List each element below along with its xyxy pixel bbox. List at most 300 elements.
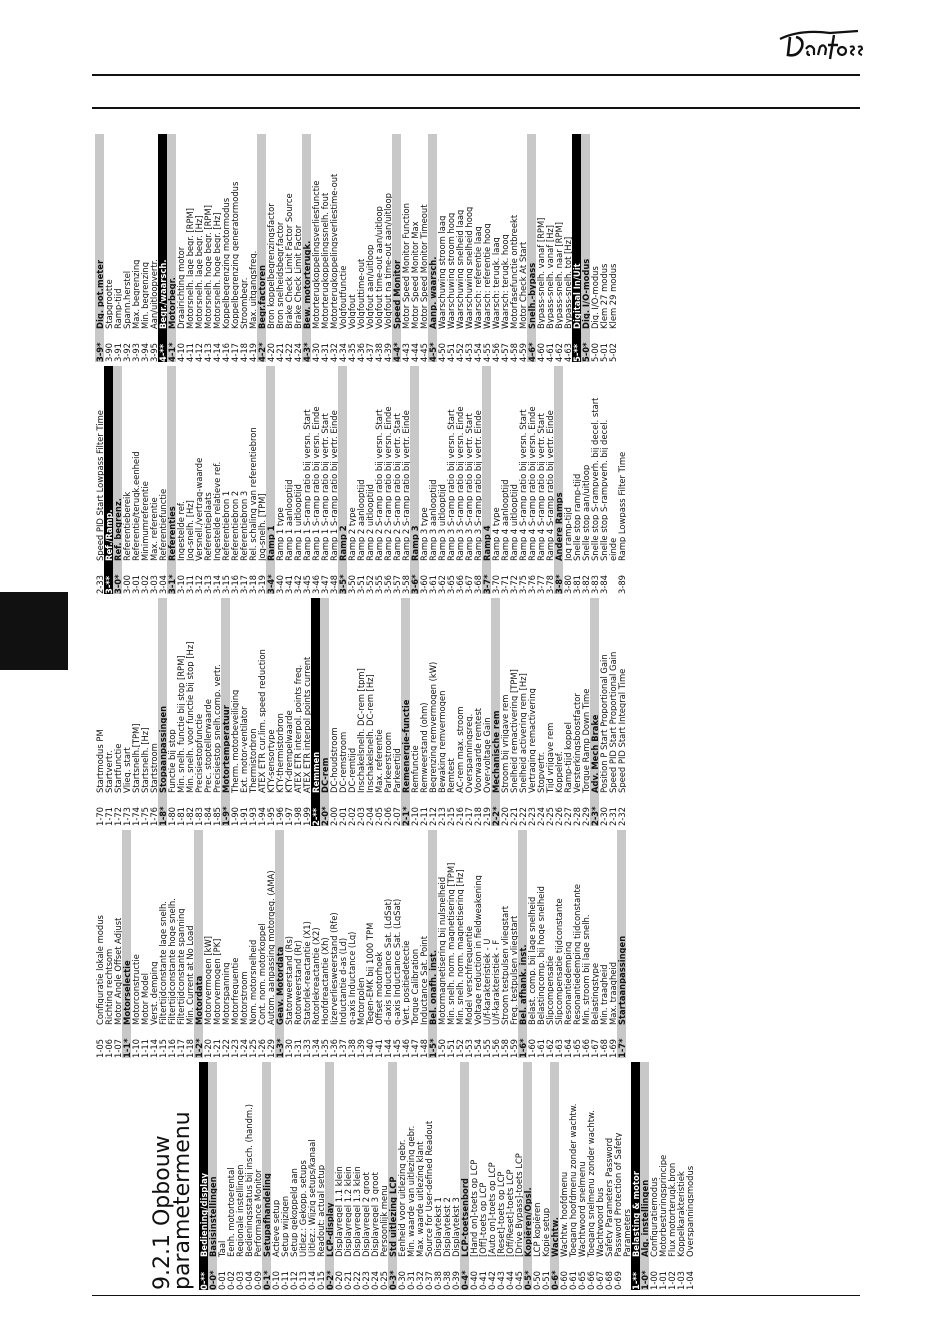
parameter-name: Rotorlekreactantie (X2): [311, 927, 320, 1025]
parameter-row: [464, 598, 473, 826]
parameter-code: 1-47: [410, 1038, 419, 1058]
parameter-group-major: [631, 1062, 640, 1290]
parameter-row: [415, 1062, 424, 1290]
parameter-name: Referentiebron 2: [230, 490, 239, 561]
parameter-row: [203, 366, 212, 594]
parameter-code: 0-14: [307, 1270, 316, 1290]
parameter-name: Startmodus PM: [95, 729, 104, 793]
parameter-code: 2-03: [356, 806, 365, 826]
parameter-name: Ramp Lowpass Filter Time: [617, 451, 626, 561]
parameter-row: [437, 366, 446, 594]
parameter-code: 0-61: [568, 1270, 577, 1290]
parameter-name: Ramp 4 S-ramp ratio bij vertr. Einde: [545, 410, 554, 561]
parameter-row: [590, 134, 599, 362]
parameter-code: 3-90: [104, 342, 113, 362]
parameter-row: [572, 598, 581, 826]
parameter-row: [244, 1062, 253, 1290]
parameter-code: 0-68: [604, 1270, 613, 1290]
parameter-name: DC-remtijd: [347, 747, 356, 793]
parameter-name: Cont. nom. motorkoppel: [257, 923, 266, 1025]
parameter-name: Torque Calibration: [410, 948, 419, 1025]
parameter-row: [347, 830, 356, 1058]
parameter-row: [239, 598, 248, 826]
parameter-row: [599, 598, 608, 826]
parameter-row: [514, 1062, 523, 1290]
parameter-row: [608, 366, 617, 594]
parameter-name: Offset motorhoek: [374, 951, 383, 1025]
parameter-row: [532, 1062, 541, 1290]
parameter-row: [464, 830, 473, 1058]
parameter-code: 3-78: [545, 574, 554, 594]
parameter-name: Snelle stop S-rampverh. bij decel. start: [590, 397, 599, 561]
parameter-name: Startfunctie: [113, 743, 122, 793]
parameter-code: 3-52: [365, 574, 374, 594]
parameter-name: Waarschuwing snelheid laag: [455, 209, 464, 329]
parameter-row: [446, 366, 455, 594]
parameter-name: Setup gekoppeld aan: [289, 1168, 298, 1257]
parameter-row: [334, 1062, 343, 1290]
parameter-row: [149, 830, 158, 1058]
parameter-code: 2-17: [464, 806, 473, 826]
parameter-row: [320, 134, 329, 362]
parameter-group: [410, 366, 419, 594]
parameter-code: 1-90: [230, 806, 239, 826]
parameter-row: [140, 134, 149, 362]
parameter-name: Functie bij stop: [167, 729, 176, 793]
parameter-code: 0-11: [280, 1270, 289, 1290]
parameter-code: 1-80: [167, 806, 176, 826]
parameter-code: 2-04: [365, 806, 374, 826]
parameter-code: 2-13: [437, 806, 446, 826]
parameter-name: Speed PID Start Lowpass Filter Time: [95, 410, 104, 561]
parameter-row: [383, 598, 392, 826]
parameter-name: Ref. begrenz.: [113, 498, 122, 561]
parameter-name: Filtertijdconstante spanning: [176, 908, 185, 1025]
parameter-name: Dig. I/O-modus: [581, 258, 590, 329]
parameter-code: 0-4*: [460, 1270, 469, 1290]
parameter-name: d-axis Inductance Sat. (LdSat): [383, 898, 392, 1025]
parameter-row: [131, 366, 140, 594]
parameter-row: [554, 830, 563, 1058]
parameter-code: 2-02: [347, 806, 356, 826]
parameter-code: 1-82: [185, 806, 194, 826]
parameter-code: 4-11: [185, 342, 194, 362]
parameter-name: Belastingstype: [590, 962, 599, 1025]
parameter-row: [275, 598, 284, 826]
parameter-code: 1-53: [464, 1038, 473, 1058]
parameter-name: Displayregel 1.1 klein: [334, 1166, 343, 1257]
parameter-name: [Hand on]-toets op LCP: [469, 1159, 478, 1257]
parameter-name: Uitlez.: Wijzig setups/kanaal: [307, 1139, 316, 1257]
parameter-code: 0-65: [577, 1270, 586, 1290]
parameter-code: 4-56: [491, 342, 500, 362]
parameter-name: Configuratiemodus: [649, 1177, 658, 1257]
parameter-name: Ramp 1 uitlooptijd: [293, 484, 302, 561]
parameter-code: 1-3*: [275, 1038, 284, 1058]
parameter-row: [302, 830, 311, 1058]
parameter-row: [293, 366, 302, 594]
parameter-name: Snelh.-bypass: [527, 262, 536, 329]
parameter-group: [113, 366, 122, 594]
parameter-row: [491, 366, 500, 594]
parameter-name: Motorbegr.: [167, 277, 176, 329]
parameter-code: 0-69: [613, 1270, 622, 1290]
parameter-name: Ramp 2 S-ramp ratio bij vertr. Start: [392, 413, 401, 561]
parameter-code: 1-39: [356, 1038, 365, 1058]
parameter-code: 1-1*: [122, 1038, 131, 1058]
parameter-row: [446, 134, 455, 362]
parameter-group: [320, 598, 329, 826]
parameter-name: Inschakelsnelh. DC-rem [Hz]: [365, 674, 374, 793]
parameter-group-major: [199, 1062, 208, 1290]
parameter-name: Belasting & motor: [631, 1171, 640, 1257]
parameter-code: 3-70: [491, 574, 500, 594]
parameter-row: [212, 134, 221, 362]
parameter-code: 4-62: [554, 342, 563, 362]
parameter-code: 3-75: [518, 574, 527, 594]
parameter-name: Max. referentie: [149, 497, 158, 561]
parameter-name: Stopvertr.: [536, 751, 545, 793]
parameter-row: [527, 830, 536, 1058]
parameter-code: 0-5*: [523, 1270, 532, 1290]
parameter-code: 3-91: [113, 342, 122, 362]
parameter-name: Koppelref.: [554, 751, 563, 793]
parameter-name: Volgfout na time-out aan/uitloop: [383, 193, 392, 329]
parameter-name: Dig. pot.meter: [95, 259, 104, 329]
parameter-group: [158, 598, 167, 826]
parameter-name: Ramp 2 S-ramp ratio bij versn. Start: [374, 409, 383, 561]
parameter-row: [464, 366, 473, 594]
parameter-row: [356, 134, 365, 362]
parameter-name: Motorstroom: [239, 971, 248, 1025]
parameter-code: 0-25: [379, 1270, 388, 1290]
parameter-code: 1-94: [257, 806, 266, 826]
parameter-row: [235, 1062, 244, 1290]
parameter-name: Bew. motorterugk.: [302, 240, 311, 329]
parameter-row: [185, 830, 194, 1058]
parameter-code: 4-10: [176, 342, 185, 362]
parameter-row: [140, 598, 149, 826]
parameter-name: Verst. demping: [149, 961, 158, 1025]
parameter-code: 3-0*: [113, 574, 122, 594]
parameter-row: [491, 134, 500, 362]
parameter-name: Aanp. waarsch.: [428, 256, 437, 329]
parameter-name: Inductantie d-as (Ld): [338, 937, 347, 1025]
parameter-code: 0-60: [559, 1270, 568, 1290]
parameter-name: Max. uitgangsfreq.: [248, 250, 257, 329]
parameter-row: [293, 598, 302, 826]
parameter-code: 3-67: [464, 574, 473, 594]
parameter-row: [230, 830, 239, 1058]
parameter-code: 1-40: [365, 1038, 374, 1058]
parameter-name: Motorbesturingsprincipe: [658, 1154, 667, 1257]
parameter-row: [428, 598, 437, 826]
parameter-name: Std uitlezing LCP: [388, 1176, 397, 1257]
parameter-name: Adv. Mech Brake: [590, 714, 599, 793]
parameter-group: [257, 134, 266, 362]
parameter-name: Parameters: [622, 1209, 631, 1257]
parameter-code: 1-61: [536, 1038, 545, 1058]
parameter-code: 4-22: [284, 342, 293, 362]
parameter-code: 1-67: [590, 1038, 599, 1058]
parameter-row: [401, 366, 410, 594]
parameter-name: Waarsch: terugk. laag: [491, 237, 500, 329]
parameter-name: Volgfout time-out aan/uitloop: [374, 206, 383, 329]
parameter-name: Minimumreferentie: [140, 481, 149, 561]
parameter-name: Actieve setup: [271, 1199, 280, 1257]
parameter-code: 4-43: [401, 342, 410, 362]
parameter-row: [257, 598, 266, 826]
parameter-row: [298, 1062, 307, 1290]
parameter-name: Draairichting motor: [176, 246, 185, 329]
parameter-name: Ramp 4 S-ramp ratio bij versn. Start: [518, 409, 527, 561]
parameter-name: Stroombegr.: [239, 277, 248, 329]
parameter-name: U/f-karakteristiek - U: [482, 938, 491, 1025]
parameter-code: 1-62: [545, 1038, 554, 1058]
parameter-code: 1-99: [302, 806, 311, 826]
parameter-row: [509, 366, 518, 594]
parameter-name: Toegang hoofdmenu zonder wachtw.: [568, 1103, 577, 1257]
parameter-name: Motordata: [194, 975, 203, 1025]
parameter-name: Referenties: [167, 506, 176, 561]
parameter-code: 4-31: [320, 342, 329, 362]
parameter-name: Ijzerverliesweerstand (Rfe): [329, 912, 338, 1025]
parameter-code: 0-45: [514, 1270, 523, 1290]
parameter-row: [509, 134, 518, 362]
parameter-name: Max. begrenzing: [131, 259, 140, 329]
parameter-code: 3-13: [203, 574, 212, 594]
parameter-code: 0-30: [397, 1270, 406, 1290]
parameter-code: 0-1*: [262, 1270, 271, 1290]
parameter-row: [433, 1062, 442, 1290]
parameter-row: [392, 366, 401, 594]
parameter-name: Ext. motor-ventilator: [239, 706, 248, 793]
parameter-name: Parkeerstroom: [383, 732, 392, 793]
parameter-group: [460, 1062, 469, 1290]
parameter-code: 4-2*: [257, 342, 266, 362]
parameter-name: Waarsch: referentie hoog: [482, 223, 491, 329]
parameter-code: 1-11: [140, 1038, 149, 1058]
parameter-row: [685, 1062, 694, 1290]
parameter-name: Bewaking remvermogen: [437, 690, 446, 793]
parameter-code: 1-45: [392, 1038, 401, 1058]
parameter-row: [536, 134, 545, 362]
parameter-name: Ramp 2: [338, 525, 347, 561]
parameter-code: 2-15: [446, 806, 455, 826]
parameter-code: 3-68: [473, 574, 482, 594]
parameter-code: 4-54: [473, 342, 482, 362]
parameter-name: Parkeertijd: [392, 748, 401, 793]
parameter-name: [Off/Reset]-toets LCP: [505, 1169, 514, 1257]
parameter-code: 3-00: [122, 574, 131, 594]
parameter-row: [361, 1062, 370, 1290]
parameter-group: [523, 1062, 532, 1290]
parameter-code: 3-55: [374, 574, 383, 594]
parameter-code: 1-22: [221, 1038, 230, 1058]
parameter-name: Min. snelh. norm. magnetisering [Hz]: [455, 869, 464, 1025]
parameter-code: 4-20: [266, 342, 275, 362]
parameter-name: Snelheid remactivering [TPM]: [509, 669, 518, 793]
parameter-code: 1-05: [95, 1038, 104, 1058]
parameter-row: [230, 134, 239, 362]
parameter-row: [95, 598, 104, 826]
parameter-name: q-axis Inductance Sat. (LqSat): [392, 898, 401, 1025]
parameter-row: [329, 598, 338, 826]
parameter-row: [257, 366, 266, 594]
parameter-code: 3-15: [221, 574, 230, 594]
parameter-code: 1-64: [563, 1038, 572, 1058]
parameter-code: 3-66: [455, 574, 464, 594]
parameter-row: [212, 830, 221, 1058]
parameter-code: 1-04: [685, 1270, 694, 1290]
parameter-name: Ramp 2 S-ramp ratio bij versn. Einde: [383, 406, 392, 561]
parameter-code: 2-21: [509, 806, 518, 826]
parameter-name: Koppelbegrenzing motormodus: [221, 197, 230, 329]
parameter-code: 0-37: [424, 1270, 433, 1290]
parameter-code: 2-10: [410, 806, 419, 826]
parameter-code: 4-35: [347, 342, 356, 362]
parameter-code: 1-29: [266, 1038, 275, 1058]
parameter-group: [167, 366, 176, 594]
parameter-code: 3-83: [590, 574, 599, 594]
parameter-name: Waarschuwing snelheid hoog: [464, 206, 473, 329]
parameter-code: 1-85: [212, 806, 221, 826]
parameter-row: [473, 830, 482, 1058]
parameter-name: Motor Speed Monitor Timeout: [419, 204, 428, 329]
parameter-group: [640, 1062, 649, 1290]
parameter-row: [595, 1062, 604, 1290]
parameter-row: [527, 598, 536, 826]
parameter-row: [617, 598, 626, 826]
parameter-row: [419, 598, 428, 826]
parameter-name: Ref./Ramp.: [104, 509, 113, 561]
parameter-name: Toegang snelmenu zonder wachtw.: [586, 1110, 595, 1257]
parameter-row: [676, 1062, 685, 1290]
parameter-name: Ramp-tijd koppel: [563, 722, 572, 793]
parameter-row: [284, 366, 293, 594]
parameter-group: [527, 134, 536, 362]
parameter-code: 1-36: [329, 1038, 338, 1058]
parameter-row: [577, 1062, 586, 1290]
parameter-name: Slipcompensatie tijdconstante: [554, 898, 563, 1025]
parameter-code: 3-10: [176, 574, 185, 594]
parameter-name: Begr./waarsch.: [158, 259, 167, 329]
parameter-code: 3-89: [617, 574, 626, 594]
parameter-row: [482, 134, 491, 362]
parameter-name: Bypass-snelh. naar [RPM]: [554, 222, 563, 329]
parameter-group: [338, 366, 347, 594]
parameter-row: [104, 830, 113, 1058]
parameter-name: Begrenzing remvermogen (kW): [428, 661, 437, 793]
parameter-name: Motorterugkoppelingsverliesfunctie: [311, 180, 320, 329]
parameter-code: 1-66: [581, 1038, 590, 1058]
parameter-name: [Reset]-toets op LCP: [496, 1171, 505, 1257]
parameter-row: [667, 1062, 676, 1290]
parameter-code: 2-16: [455, 806, 464, 826]
parameter-row: [554, 598, 563, 826]
parameter-code: 4-5*: [428, 342, 437, 362]
parameter-name: Ramp 1 S-ramp ratio bij vertr. Einde: [329, 410, 338, 561]
parameter-name: Statorweerstand (Rs): [284, 936, 293, 1025]
parameter-row: [383, 134, 392, 362]
parameter-name: Motorsnelh. hoge begr. [Hz]: [212, 212, 221, 329]
parameter-row: [572, 830, 581, 1058]
parameter-name: Andere Ramps: [554, 492, 563, 561]
parameter-row: [113, 134, 122, 362]
parameter-row: [608, 830, 617, 1058]
parameter-name: DC-remstroom: [338, 731, 347, 793]
parameter-menu-structure: [95, 122, 865, 1290]
parameter-name: Setup wijzigen: [280, 1195, 289, 1257]
parameter-name: Volgfoutfunctie: [338, 265, 347, 329]
parameter-name: Displaytekst 3: [451, 1197, 460, 1257]
parameter-code: 0-41: [478, 1270, 487, 1290]
parameter-name: q-axis Inductance (Lq): [347, 931, 356, 1025]
parameter-code: 2-29: [581, 806, 590, 826]
parameter-name: Motorconstructie: [131, 954, 140, 1025]
parameter-name: Remenergie-functie: [401, 699, 410, 793]
parameter-row: [131, 830, 140, 1058]
parameter-group: [194, 830, 203, 1058]
parameter-row: [658, 1062, 667, 1290]
parameter-code: 1-38: [347, 1038, 356, 1058]
parameter-code: 0-51: [541, 1270, 550, 1290]
parameter-code: 3-62: [437, 574, 446, 594]
parameter-row: [302, 366, 311, 594]
parameter-code: 1-34: [311, 1038, 320, 1058]
parameter-row: [401, 134, 410, 362]
parameter-row: [347, 134, 356, 362]
parameter-code: 0-21: [343, 1270, 352, 1290]
parameter-name: Min. snelh. functie bij stop [RPM]: [176, 655, 185, 793]
parameter-name: Stroom testpulsen vliegstart: [500, 905, 509, 1025]
parameter-row: [500, 366, 509, 594]
parameter-row: [518, 366, 527, 594]
parameter-name: Digitaal In/Uit: [572, 263, 581, 329]
parameter-name: Wachtw.: [550, 1217, 559, 1257]
parameter-row: [365, 830, 374, 1058]
parameter-code: 4-34: [338, 342, 347, 362]
parameter-row: [167, 830, 176, 1058]
parameter-name: Motor Check At Start: [518, 241, 527, 329]
parameter-name: Geav. Motordata: [275, 946, 284, 1025]
parameter-name: Speed Monitor: [392, 259, 401, 329]
parameter-row: [284, 830, 293, 1058]
parameter-name: Ingestelde relatieve ref.: [212, 461, 221, 561]
parameter-code: 3-16: [230, 574, 239, 594]
parameter-code: 2-18: [473, 806, 482, 826]
parameter-row: [374, 598, 383, 826]
parameter-name: Model verschfrequentie: [464, 926, 473, 1025]
parameter-row: [248, 134, 257, 362]
parameter-name: Statorlek-reactantie (X1): [302, 921, 311, 1025]
parameter-name: Regionale instellingen: [235, 1164, 244, 1257]
parameter-name: Precisiestopfunctie: [194, 713, 203, 793]
parameter-code: 4-38: [374, 342, 383, 362]
parameter-row: [559, 1062, 568, 1290]
parameter-code: 4-50: [437, 342, 446, 362]
parameter-code: 3-92: [122, 342, 131, 362]
parameter-code: 0-50: [532, 1270, 541, 1290]
parameter-row: [230, 366, 239, 594]
parameter-row: [401, 830, 410, 1058]
parameter-code: 1-**: [631, 1271, 640, 1290]
parameter-name: Configuratie lokale modus: [95, 915, 104, 1025]
parameter-code: 4-12: [194, 342, 203, 362]
parameter-column-4: [95, 366, 865, 594]
parameter-row: [446, 830, 455, 1058]
parameter-code: 1-46: [401, 1038, 410, 1058]
